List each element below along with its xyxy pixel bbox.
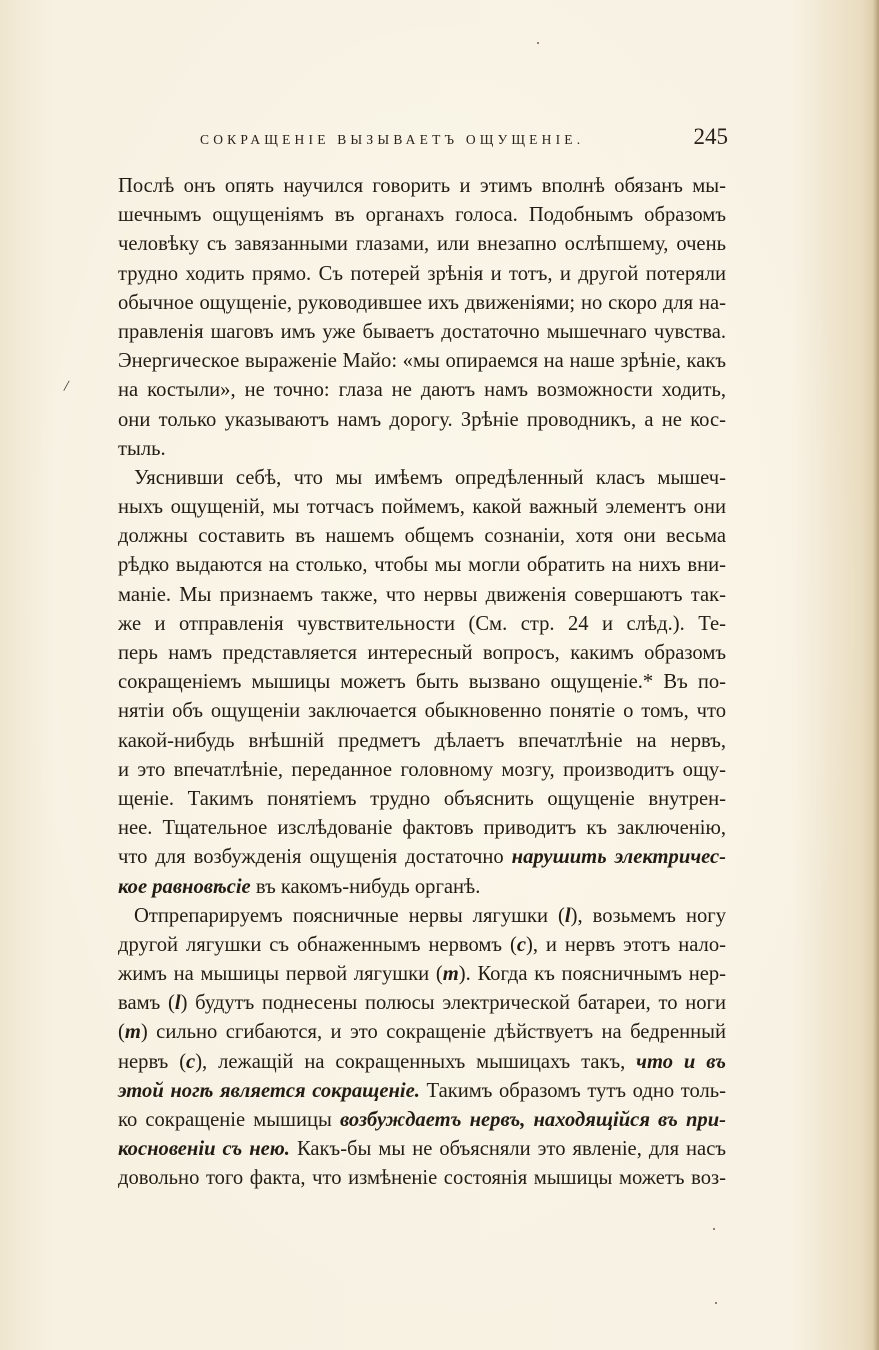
variable-label: l (564, 904, 571, 927)
text-line: перь намъ представляется интересный вопросъ, какимъ образомъ (118, 642, 726, 664)
text-line: какой-нибудь внѣшній предметъ дѣлаетъ впечатлѣніе на нервъ, (118, 729, 726, 752)
text-line: нее. Тщательное изслѣдованіе фактовъ приводитъ къ заключенію, (118, 817, 726, 840)
text-line: трудно ходить прямо. Съ потерей зрѣнія и тотъ, и другой потеряли (118, 262, 726, 285)
text-line: щеніе. Такимъ понятіемъ трудно объяснить ощущеніе внутрен- (118, 787, 726, 810)
text-run: другой лягушки съ обнаженнымъ нервомъ ( (118, 933, 517, 956)
text-run: ) будутъ поднесены полюсы электрической батареи, то ноги (180, 992, 726, 1015)
text-run: что для возбужденія ощущенія достаточно (118, 846, 504, 869)
text-run: жимъ на мышицы первой лягушки ( (118, 963, 443, 986)
emphasized-text: что и въ (636, 1050, 726, 1073)
text-run: вамъ ( (118, 992, 175, 1015)
text-line: сокращеніемъ мышицы можетъ быть вызвано ощущеніе.* Въ по- (118, 671, 726, 694)
paragraph-3 (118, 902, 726, 1194)
text-run: ), и нервъ этотъ нало- (525, 933, 726, 956)
text-line: же и отправленія чувствительности (См. стр. 24 и слѣд.). Те- (118, 612, 726, 635)
text-line: обычное ощущеніе, руководившее ихъ движеніями; но скоро для на- (118, 291, 726, 314)
running-title: СОКРАЩЕНІЕ ВЫЗЫВАЕТЪ ОЩУЩЕНІЕ. (200, 132, 585, 147)
text-line: и это впечатлѣніе, переданное головному мозгу, производитъ ощу- (118, 758, 726, 781)
text-line (118, 902, 726, 931)
text-line: Энергическое выраженіе Майо: «мы опираемся на наше зрѣніе, какъ (118, 350, 726, 373)
paragraph-1 (118, 172, 726, 464)
text-line (118, 873, 726, 902)
emphasized-text: этой ногѣ является сокращеніе. (118, 1079, 420, 1102)
paper-speck (537, 42, 539, 44)
page-number: 245 (693, 124, 728, 149)
text-line (118, 989, 726, 1018)
text-run: ), лежащій на сокращенныхъ мышицахъ такъ, (195, 1050, 626, 1073)
text-run: ) сильно сгибаются, и это сокращеніе дѣйствуетъ на бедренный (140, 1021, 726, 1044)
text-run: Такимъ образомъ тутъ одно толь- (426, 1079, 726, 1102)
text-run: ко сокращеніе мышицы (118, 1109, 332, 1131)
text-line: ныхъ ощущеній, мы тотчасъ поймемъ, какой важный элементъ они (118, 496, 726, 519)
text-run: ), возьмемъ ногу (570, 904, 727, 927)
text-line: тыль. (118, 437, 166, 460)
text-line: правленія шаговъ имъ уже бываетъ достаточно мышечнаго чувства. (118, 320, 726, 343)
text-run: ). Когда къ поясничнымъ нер- (458, 963, 727, 986)
emphasized-text: нарушить электричес- (511, 846, 726, 869)
text-run: Какъ-бы мы не объясняли это явленіе, для насъ (296, 1138, 726, 1161)
text-line: должны составить въ нашемъ общемъ сознаніи, хотя они весьма (118, 525, 726, 548)
page-header (118, 124, 728, 154)
text-line (118, 931, 726, 960)
body-text (118, 172, 726, 1194)
text-line (118, 1135, 726, 1164)
paper-speck (715, 1302, 717, 1304)
text-line: шечнымъ ощущеніямъ въ органахъ голоса. Подобнымъ образомъ (118, 204, 726, 227)
text-line (118, 1018, 726, 1047)
emphasized-text: косновеніи съ нею. (118, 1138, 290, 1161)
text-line: нятіи объ ощущеніи заключается обыкновенно понятіе о томъ, что (118, 700, 726, 723)
text-line: маніе. Мы признаемъ также, что нервы движенія совершаютъ так- (118, 583, 726, 606)
text-run: ( (118, 1021, 125, 1044)
text-line: рѣдко выдаются на столько, чтобы мы могли обратить на нихъ вни- (118, 554, 726, 577)
text-line: Уяснивши себѣ, что мы имѣемъ опредѣленный класъ мышеч- (134, 466, 726, 489)
emphasized-text: возбуждаетъ нервъ, находящійся въ при- (339, 1109, 727, 1131)
text-line (118, 843, 726, 872)
emphasized-text: кое равновѣсіе (118, 875, 251, 898)
text-run: нервъ ( (118, 1050, 187, 1073)
margin-pencil-mark: / (62, 377, 70, 396)
variable-label: c (516, 933, 526, 956)
text-run: въ какомъ-нибудь органѣ. (255, 875, 481, 898)
text-run: Отпрепарируемъ поясничные нервы лягушки ( (134, 904, 565, 927)
variable-label: m (124, 1021, 141, 1044)
text-line: Послѣ онъ опять научился говорить и этимъ вполнѣ обязанъ мы- (118, 175, 726, 197)
text-line (118, 1048, 726, 1077)
text-line: они только указываютъ намъ дорогу. Зрѣніе проводникъ, а не кос- (118, 408, 726, 431)
text-line: человѣку съ завязанными глазами, или внезапно ослѣпшему, очень (118, 233, 726, 256)
page-edge-shadow (873, 0, 879, 1350)
variable-label: c (186, 1050, 196, 1073)
text-line (118, 1106, 726, 1135)
text-line: на костыли», не точно: глаза не даютъ намъ возможности ходить, (118, 379, 726, 402)
variable-label: l (174, 992, 181, 1015)
text-line (118, 960, 726, 989)
paper-speck (713, 1228, 715, 1230)
text-line (118, 1077, 726, 1106)
text-line: довольно того факта, что измѣненіе состоянія мышицы можетъ воз- (118, 1167, 726, 1190)
paragraph-2 (118, 464, 726, 902)
variable-label: m (442, 963, 459, 986)
